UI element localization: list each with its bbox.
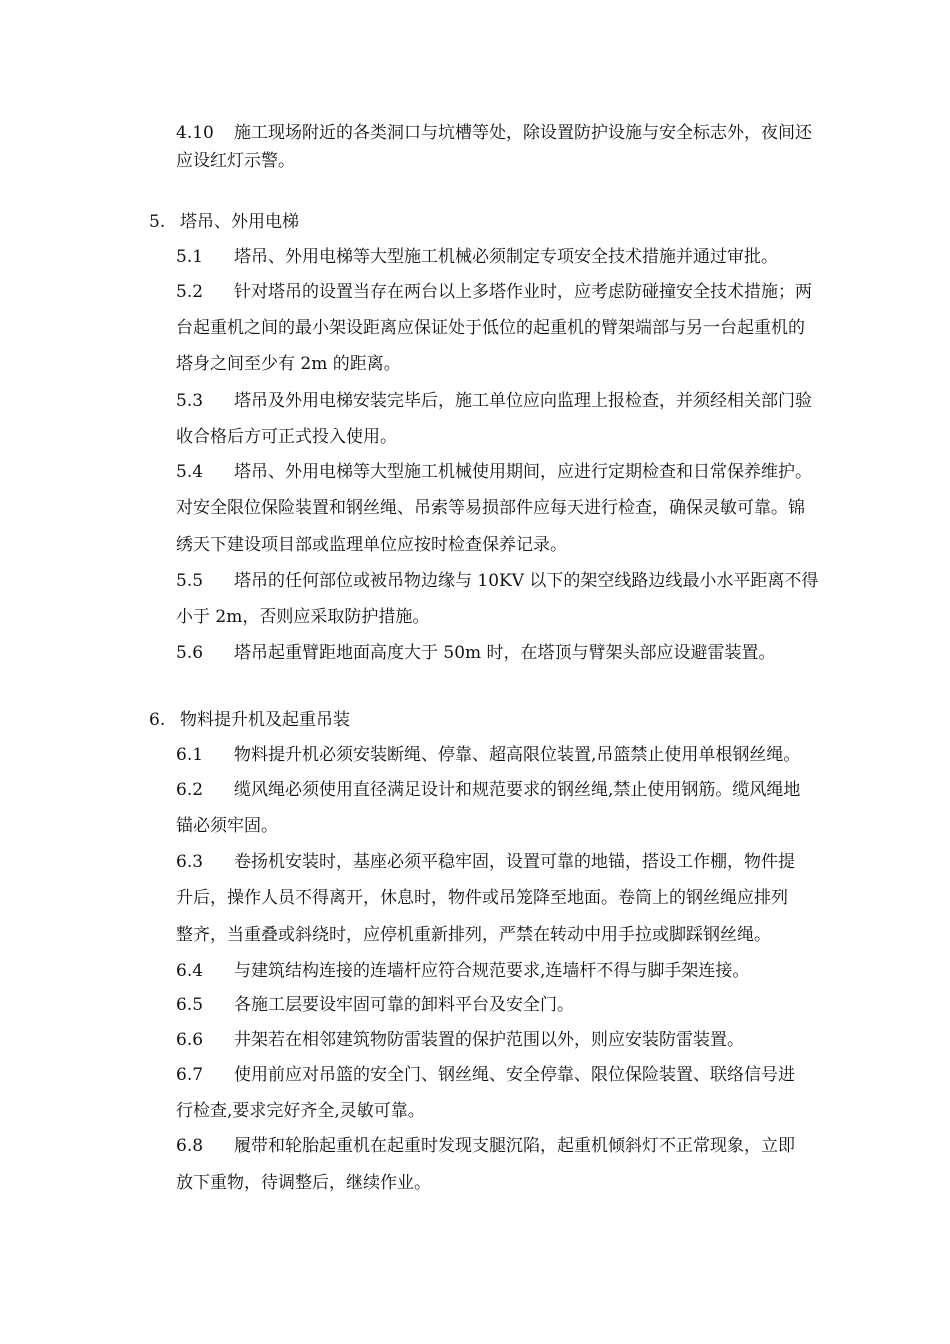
item-number: 6.4 (176, 961, 204, 981)
item-text: 缆风绳必须使用直径满足设计和规范要求的钢丝绳,禁止使用钢筋。缆风绳地 (234, 780, 801, 800)
item-number: 6.1 (176, 745, 204, 765)
item-6-2-line2: 锚必须牢固。 (176, 816, 278, 836)
item-5-2-line3: 塔身之间至少有 2m 的距离。 (176, 354, 401, 374)
item-5-2-line2: 台起重机之间的最小架设距离应保证处于低位的起重机的臂架端部与另一台起重机的 (176, 318, 805, 338)
item-text: 施工现场附近的各类洞口与坑槽等处，除设置防护设施与安全标志外，夜间还 (234, 123, 812, 143)
item-number: 5.6 (176, 643, 204, 663)
item-text: 履带和轮胎起重机在起重时发现支腿沉陷，起重机倾斜灯不正常现象，立即 (234, 1136, 795, 1156)
item-number: 5.3 (176, 391, 204, 411)
item-text: 卷扬机安装时，基座必须平稳牢固，设置可靠的地锚，搭设工作棚，物件提 (234, 852, 795, 872)
item-5-4-line2: 对安全限位保险装置和钢丝绳、吊索等易损部件应每天进行检查，确保灵敏可靠。锦 (176, 498, 805, 518)
item-number: 6.8 (176, 1136, 204, 1156)
item-5-3-line2: 收合格后方可正式投入使用。 (176, 427, 397, 447)
item-text: 井架若在相邻建筑物防雷装置的保护范围以外，则应安装防雷装置。 (234, 1030, 744, 1050)
item-5-2-line1 (176, 282, 812, 302)
item-6-3-line2: 升后，操作人员不得离开，休息时，物件或吊笼降至地面。卷筒上的钢丝绳应排列 (176, 888, 788, 908)
item-6-7-line1 (176, 1065, 795, 1085)
section-number: 5. (149, 212, 166, 232)
section-title: 塔吊、外用电梯 (180, 212, 299, 232)
item-4-10-line1 (176, 123, 812, 143)
item-number: 5.5 (176, 571, 204, 591)
item-6-8-line1 (176, 1136, 795, 1156)
item-number: 6.6 (176, 1030, 204, 1050)
item-5-4-line1 (176, 462, 812, 482)
item-number: 4.10 (176, 123, 214, 143)
section-5-heading (149, 212, 299, 232)
item-number: 5.1 (176, 247, 204, 267)
item-text: 各施工层要设牢固可靠的卸料平台及安全门。 (234, 995, 574, 1015)
item-6-8-line2: 放下重物，待调整后，继续作业。 (176, 1173, 431, 1193)
item-number: 6.3 (176, 852, 204, 872)
section-title: 物料提升机及起重吊装 (180, 710, 350, 730)
item-6-2-line1 (176, 780, 800, 800)
item-text: 塔吊、外用电梯等大型施工机械使用期间，应进行定期检查和日常保养维护。 (234, 462, 812, 482)
item-text: 物料提升机必须安装断绳、停靠、超高限位装置,吊篮禁止使用单根钢丝绳。 (234, 745, 801, 765)
item-5-5-line2: 小于 2m，否则应采取防护措施。 (176, 607, 430, 627)
item-4-10-line2: 应设红灯示警。 (176, 151, 295, 171)
item-6-1-line1 (176, 745, 800, 765)
item-text: 塔吊的任何部位或被吊物边缘与 10KV 以下的架空线路边线最小水平距离不得 (234, 571, 819, 591)
item-6-3-line1 (176, 852, 795, 872)
item-number: 6.5 (176, 995, 204, 1015)
item-text: 使用前应对吊篮的安全门、钢丝绳、安全停靠、限位保险装置、联络信号进 (234, 1065, 795, 1085)
item-6-3-line3: 整齐，当重叠或斜绕时，应停机重新排列，严禁在转动中用手拉或脚踩钢丝绳。 (176, 925, 771, 945)
item-text: 针对塔吊的设置当存在两台以上多塔作业时，应考虑防碰撞安全技术措施；两 (234, 282, 812, 302)
item-text: 塔吊及外用电梯安装完毕后，施工单位应向监理上报检查，并须经相关部门验 (234, 391, 812, 411)
item-number: 5.2 (176, 282, 204, 302)
item-number: 6.7 (176, 1065, 204, 1085)
item-5-4-line3: 绣天下建设项目部或监理单位应按时检查保养记录。 (176, 535, 567, 555)
item-number: 6.2 (176, 780, 204, 800)
section-6-heading (149, 710, 350, 730)
item-text: 塔吊起重臂距地面高度大于 50m 时，在塔顶与臂架头部应设避雷装置。 (234, 643, 776, 663)
item-5-3-line1 (176, 391, 812, 411)
item-6-4-line1 (176, 961, 749, 981)
item-text: 塔吊、外用电梯等大型施工机械必须制定专项安全技术措施并通过审批。 (234, 247, 778, 267)
item-5-5-line1 (176, 571, 818, 591)
item-number: 5.4 (176, 462, 204, 482)
item-6-5-line1 (176, 995, 574, 1015)
item-text: 与建筑结构连接的连墙杆应符合规范要求,连墙杆不得与脚手架连接。 (234, 961, 750, 981)
item-5-1-line1 (176, 247, 778, 267)
section-number: 6. (149, 710, 166, 730)
item-6-6-line1 (176, 1030, 744, 1050)
item-5-6-line1 (176, 643, 776, 663)
item-6-7-line2: 行检查,要求完好齐全,灵敏可靠。 (176, 1101, 425, 1121)
